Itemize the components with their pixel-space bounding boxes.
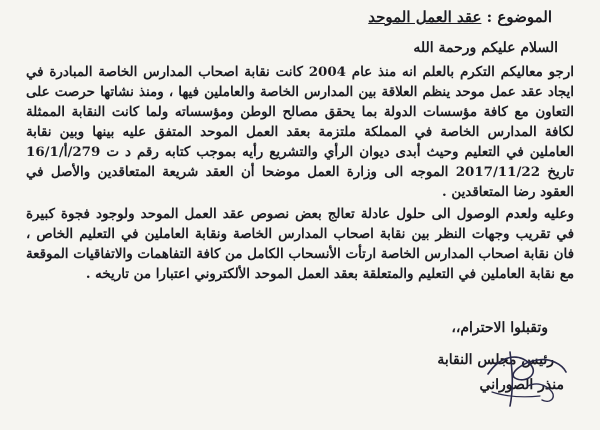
greeting: السلام عليكم ورحمة الله <box>413 40 558 56</box>
signatory-title: رئيس مجلس النقابة <box>437 352 554 368</box>
closing-line: وتقبلوا الاحترام،، <box>451 320 548 336</box>
subject-line <box>368 8 552 26</box>
handwritten-signature <box>470 334 580 414</box>
body-paragraph-1: ارجو معاليكم التكرم بالعلم انه منذ عام 2004 كانت نقابة اصحاب المدارس الخاصة المبادرة في ايجاد عقد عمل موحد ينظم العلاقة بين المدارس الخاصة والعاملين فيها ، ومنذ نشاتها حرصت على التعاون مع كافة مؤسسات الدولة بما يحقق مصالح الوطن ومؤسساته ولما كانت النقابة الممثلة لكافة المدارس الخاصة في المملكة ملتزمة بعقد العمل الموحد المتفق عليه بينها وبين نقابة العاملين في التعليم وحيث أبدى ديوان الرأي والتشريع رأيه بموجب كتابه رقم د ت 279/أ/16/1 تاريخ 2017/11/22 الموجه الى وزارة العمل موضحا أن العقد شريعة المتعاقدين والأصل في العقود رضا المتعاقدين . <box>26 64 574 200</box>
subject-label: الموضوع : <box>486 8 552 26</box>
subject-title: عقد العمل الموحد <box>368 8 482 26</box>
body-paragraph-2: وعليه ولعدم الوصول الى حلول عادلة تعالج بعض نصوص عقد العمل الموحد ولوجود فجوة كبيرة في تقريب وجهات النظر بين نقابة اصحاب المدارس الخاصة ونقابة العاملين في التعليم الخاص ، فان نقابة اصحاب المدارس الخاصة ارتأت الأنسحاب الكامل من كافة التفاهمات والاتفاقيات الموقعة مع نقابة العاملين في التعليم والمتعلقة بعقد العمل الموحد الألكتروني اعتبارا من تاريخه . <box>26 206 574 282</box>
signatory-name: منذر الصوراني <box>479 377 564 393</box>
